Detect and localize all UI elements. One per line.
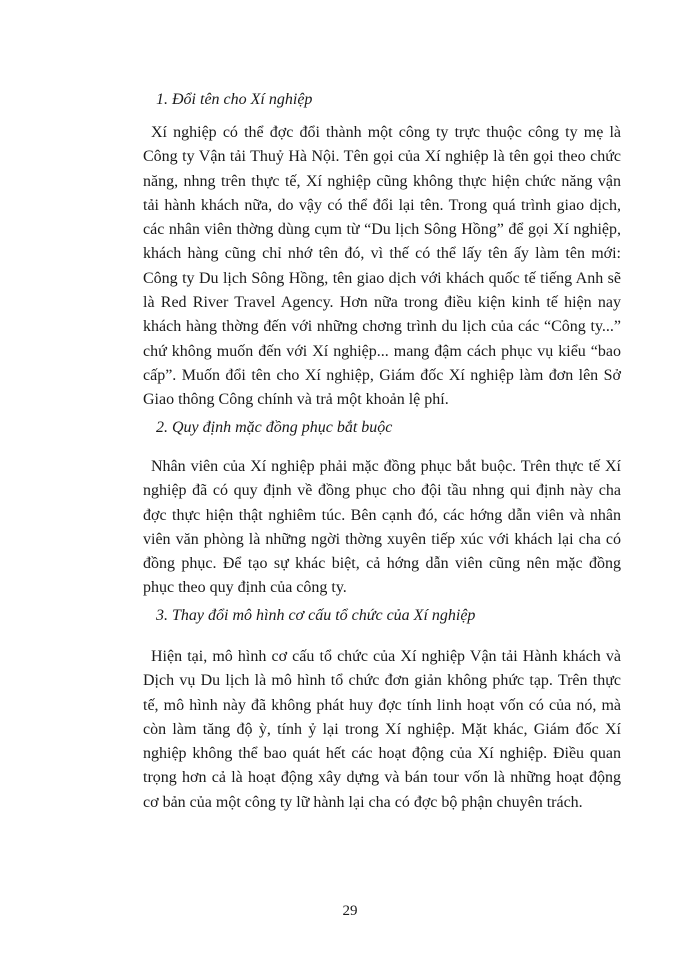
section-1-heading: 1. Đổi tên cho Xí nghiệp bbox=[156, 91, 313, 108]
section-3-paragraph: Hiện tại, mô hình cơ cấu tổ chức của Xí nghiệp Vận tải Hành khách và Dịch vụ Du lịch là mô hình tổ chức đơn giản không phức tạp. Trên thực tế, mô hình này đã không phát huy đợc tính linh hoạt vốn có của nó, mà còn làm tăng độ ỳ, tính ỷ lại trong Xí nghiệp. Mặt khác, Giám đốc Xí nghiệp không thể bao quát hết các hoạt động của Xí nghiệp. Điều quan trọng hơn cả là hoạt động xây dựng và bán tour vốn là những hoạt động cơ bản của một công ty lữ hành lại cha có đợc bộ phận chuyên trách. bbox=[143, 648, 621, 811]
section-2-heading: 2. Quy định mặc đồng phục bắt buộc bbox=[156, 419, 393, 436]
section-3-heading: 3. Thay đổi mô hình cơ cấu tổ chức của Xí nghiệp bbox=[156, 607, 476, 624]
page-number: 29 bbox=[342, 903, 358, 919]
section-2-paragraph: Nhân viên của Xí nghiệp phải mặc đồng phục bắt buộc. Trên thực tế Xí nghiệp đã có quy định về đồng phục cho đội tầu nhng qui định này cha đợc thực hiện thật nghiêm túc. Bên cạnh đó, các hớng dẫn viên và nhân viên văn phòng là những ngời thờng xuyên tiếp xúc với khách lại cha có đồng phục. Để tạo sự khác biệt, cả hớng dẫn viên cũng nên mặc đồng phục theo quy định của công ty. bbox=[143, 458, 621, 597]
section-1-paragraph: Xí nghiệp có thể đợc đổi thành một công ty trực thuộc công ty mẹ là Công ty Vận tải Thuỷ Hà Nội. Tên gọi của Xí nghiệp là tên gọi theo chức năng, nhng trên thực tế, Xí nghiệp cũng không thực hiện chức năng vận tải hành khách nữa, do vậy có thể đổi lại tên. Trong quá trình giao dịch, các nhân viên thờng dùng cụm từ “Du lịch Sông Hồng” để gọi Xí nghiệp, khách hàng cũng chỉ nhớ tên đó, vì thế có thể lấy tên ấy làm tên mới: Công ty Du lịch Sông Hồng, tên giao dịch với khách quốc tế tiếng Anh sẽ là Red River Travel Agency. Hơn nữa trong điều kiện kinh tế hiện nay khách hàng thờng đến với những chơng trình du lịch của các “Công ty...” chứ không muốn đến với Xí nghiệp... mang đậm cách phục vụ kiểu “bao cấp”. Muốn đổi tên cho Xí nghiệp, Giám đốc Xí nghiệp làm đơn lên Sở Giao thông Công chính và trả một khoản lệ phí. bbox=[143, 124, 621, 409]
